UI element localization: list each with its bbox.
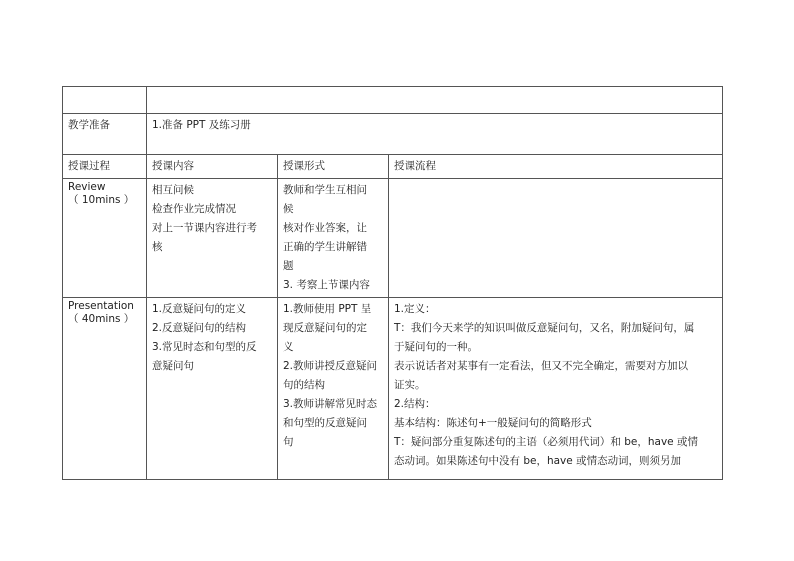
presentation-flow-line: 于疑问句的一种。 [394, 341, 478, 353]
review-form-line: 正确的学生讲解错 [283, 241, 367, 253]
presentation-flow-line: 1.定义： [394, 303, 436, 315]
review-form-line: 题 [283, 260, 294, 272]
review-content-line: 核 [152, 241, 163, 253]
review-form-line: 教师和学生互相问 [283, 184, 367, 196]
presentation-duration: （ 40mins ） [68, 313, 135, 325]
presentation-content-cell [147, 298, 278, 480]
empty-top-row [63, 87, 723, 114]
header-flow: 授课流程 [389, 155, 723, 179]
prep-row [63, 114, 723, 155]
review-content-line: 检查作业完成情况 [152, 203, 236, 215]
presentation-stage-cell [63, 298, 147, 480]
presentation-row [63, 298, 723, 480]
presentation-form-line: 义 [283, 341, 294, 353]
empty-cell [63, 87, 147, 114]
presentation-form-line: 和句型的反意疑问 [283, 417, 367, 429]
presentation-content-line: 2.反意疑问句的结构 [152, 322, 247, 334]
review-form-line: 核对作业答案，让 [283, 222, 367, 234]
presentation-flow-cell [389, 298, 723, 480]
presentation-content-line: 1.反意疑问句的定义 [152, 303, 247, 315]
review-stage-cell [63, 179, 147, 298]
header-content: 授课内容 [147, 155, 278, 179]
presentation-flow-line: 证实。 [394, 379, 426, 391]
prep-label: 教学准备 [63, 114, 147, 155]
presentation-form-line: 3.教师讲解常见时态 [283, 398, 378, 410]
review-form-line: 候 [283, 203, 294, 215]
presentation-form-line: 1.教师使用 PPT 呈 [283, 303, 372, 315]
review-form-cell [278, 179, 389, 298]
presentation-stage-name: Presentation [68, 300, 134, 312]
presentation-flow-line: T：疑问部分重复陈述句的主语（必须用代词）和 be，have 或情 [394, 436, 698, 448]
presentation-content-line: 3.常见时态和句型的反 [152, 341, 257, 353]
presentation-form-line: 句的结构 [283, 379, 325, 391]
lesson-plan-table [62, 86, 723, 480]
empty-cell [147, 87, 723, 114]
review-flow-cell [389, 179, 723, 298]
presentation-content-line: 意疑问句 [152, 360, 194, 372]
review-stage-name: Review [68, 181, 106, 193]
review-content-cell [147, 179, 278, 298]
presentation-flow-line: 态动词。如果陈述句中没有 be，have 或情态动词，则须另加 [394, 455, 682, 467]
header-stage: 授课过程 [63, 155, 147, 179]
review-form-line: 3. 考察上节课内容 [283, 279, 370, 291]
review-content-line: 对上一节课内容进行考 [152, 222, 257, 234]
presentation-form-line: 句 [283, 436, 294, 448]
presentation-form-line: 现反意疑问句的定 [283, 322, 367, 334]
presentation-form-line: 2.教师讲授反意疑问 [283, 360, 378, 372]
presentation-form-cell [278, 298, 389, 480]
review-content-line: 相互问候 [152, 184, 194, 196]
presentation-flow-line: 2.结构： [394, 398, 436, 410]
review-row [63, 179, 723, 298]
header-row [63, 155, 723, 179]
header-form: 授课形式 [278, 155, 389, 179]
prep-content: 1.准备 PPT 及练习册 [147, 114, 723, 155]
presentation-flow-line: 表示说话者对某事有一定看法，但又不完全确定，需要对方加以 [394, 360, 688, 372]
review-duration: （ 10mins ） [68, 194, 135, 206]
presentation-flow-line: T：我们今天来学的知识叫做反意疑问句，又名，附加疑问句，属 [394, 322, 695, 334]
presentation-flow-line: 基本结构：陈述句+一般疑问句的简略形式 [394, 417, 592, 429]
